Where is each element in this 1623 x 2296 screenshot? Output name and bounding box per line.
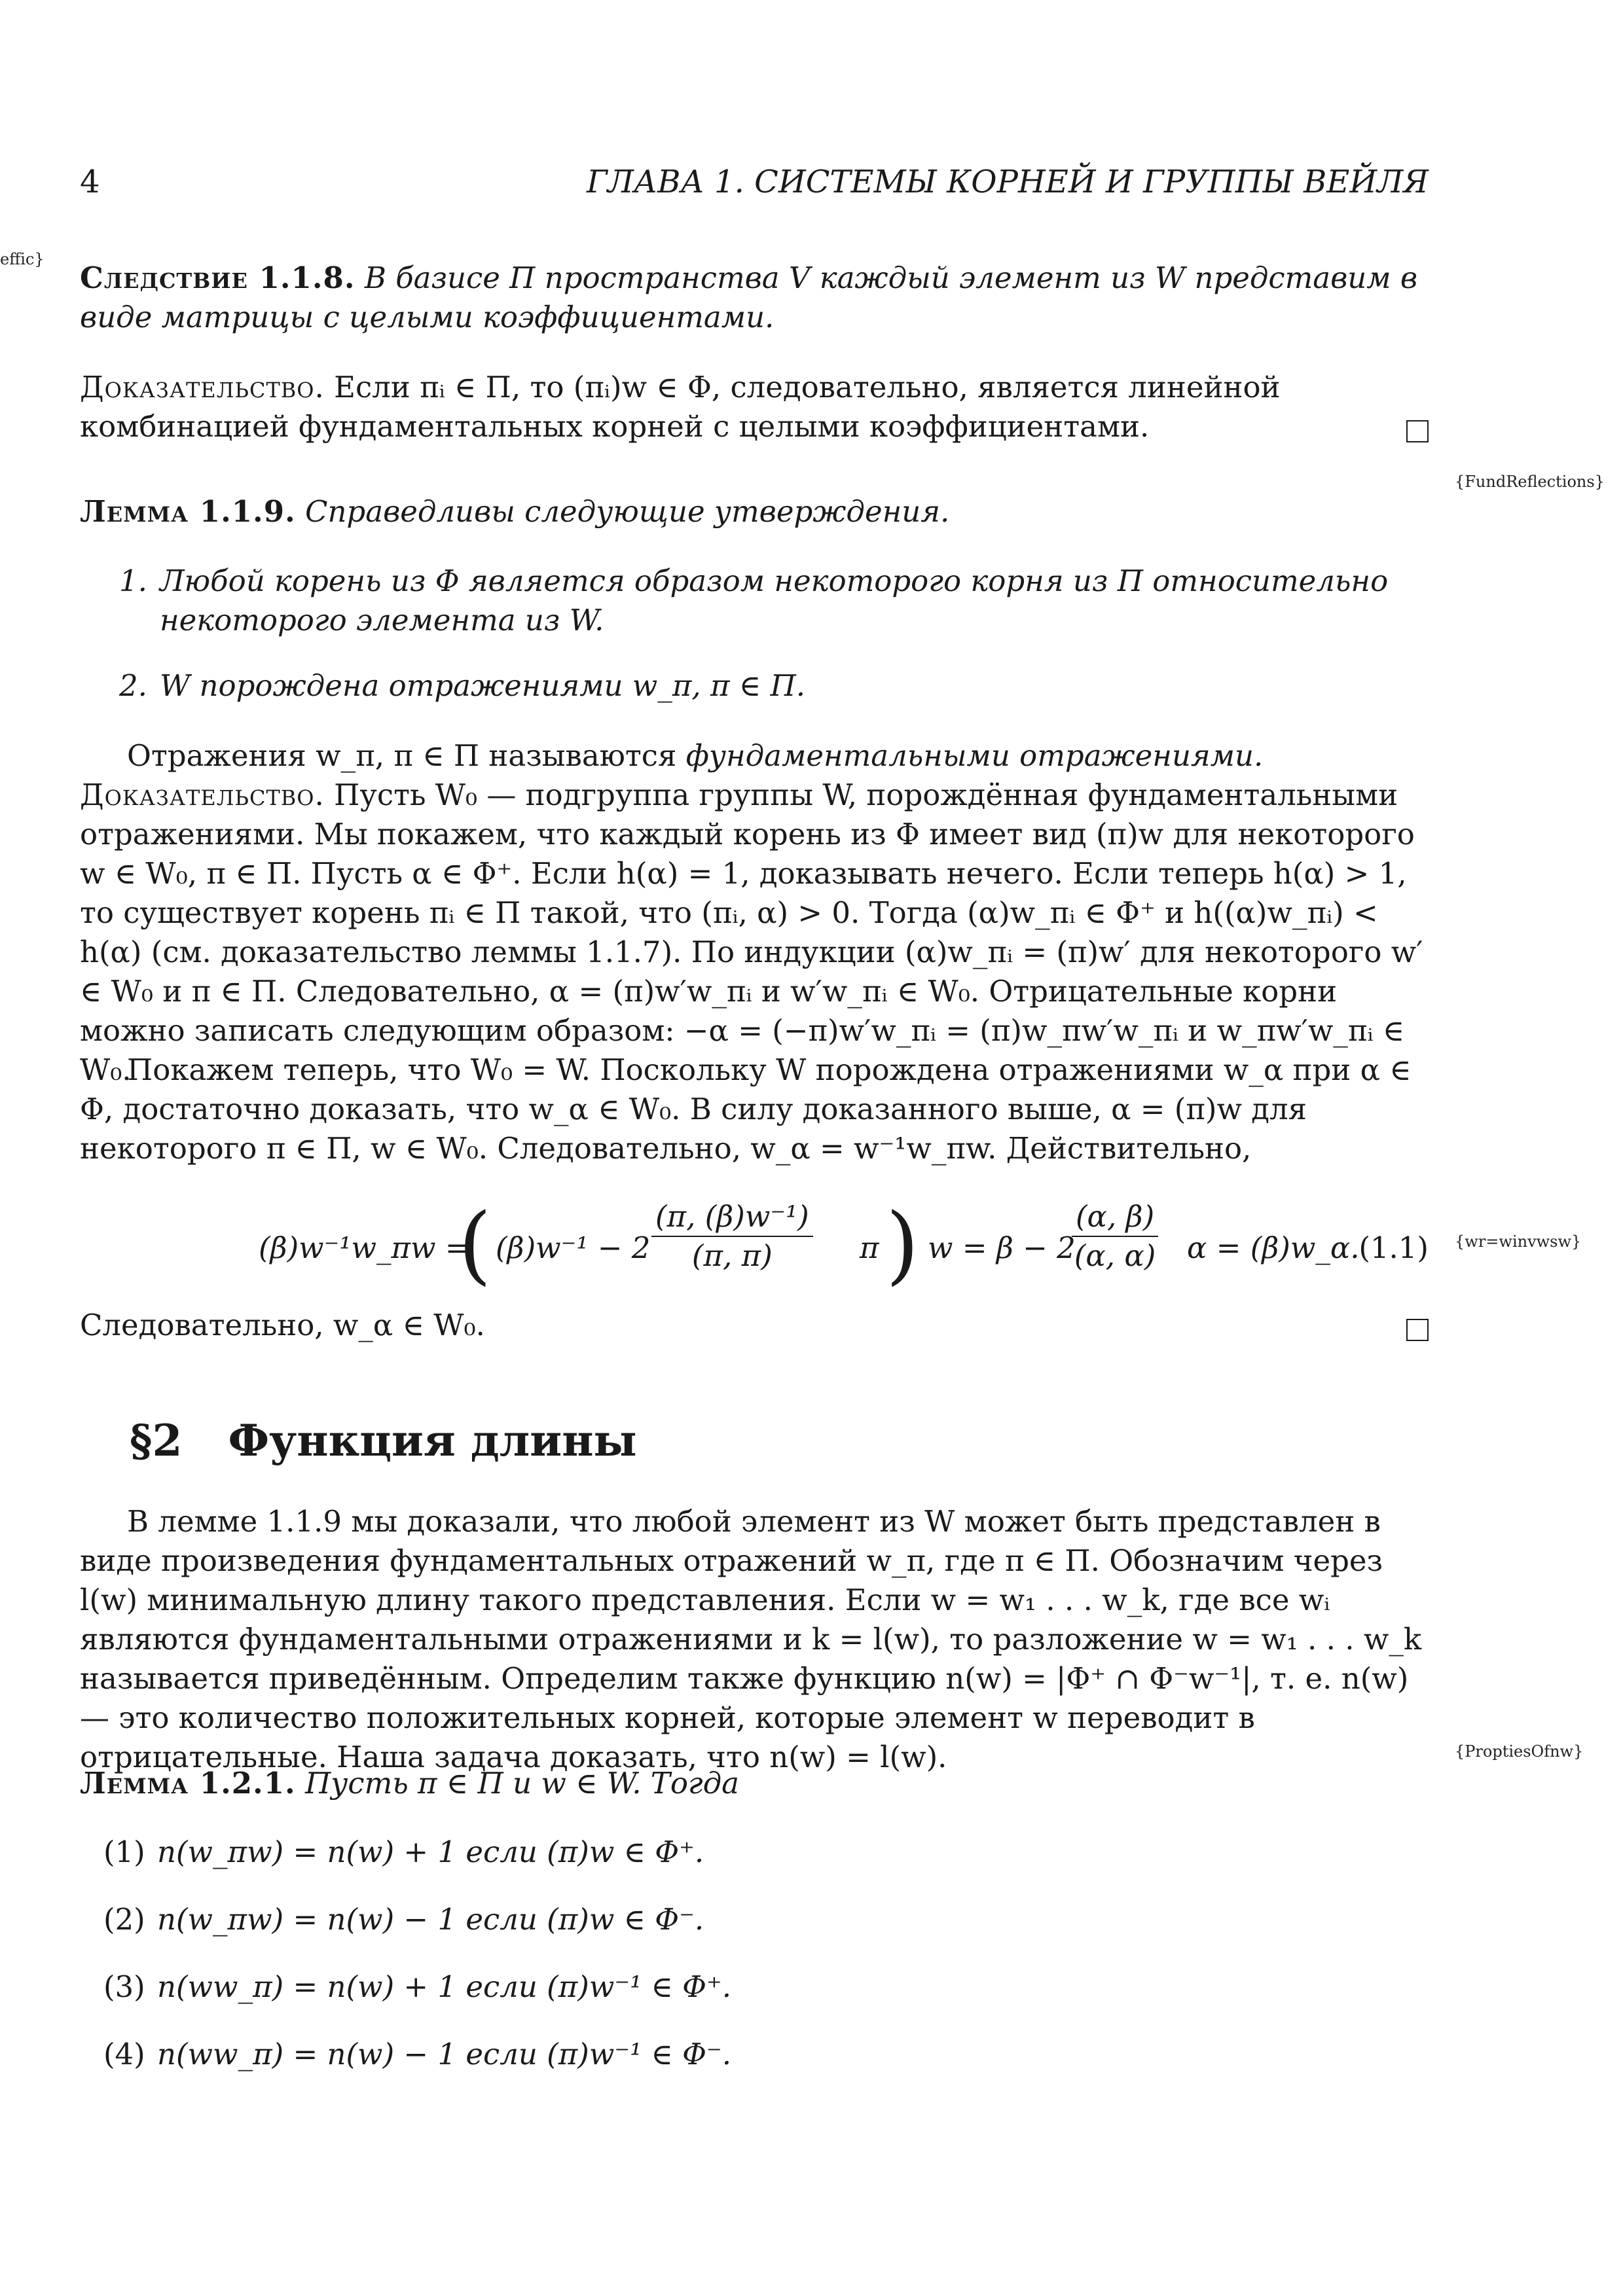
proof-text: Пусть W₀ — подгруппа группы W, порождённая фундаментальными отражениями. Мы покажем, что каждый корень из Φ имеет вид (π)w для некоторого w ∈ W₀, π ∈ Π. Пусть α ∈ Φ⁺. Если h(α) = 1, доказывать нечего. Если теперь h(α) > 1, то существует корень πᵢ ∈ Π такой, что (πᵢ, α) > 0. Тогда (α)w_πᵢ ∈ Φ⁺ и h((α)w_πᵢ) < h(α) (см. доказательство леммы 1.1.7). По индукции (α)w_πᵢ = (π)w′ для некоторого w′ ∈ W₀ и π ∈ Π. Следовательно, α = (π)w′w_πᵢ и w′w_πᵢ ∈ W₀. Отрицательные корни можно записать следующим образом: −α = (−π)w′w_πᵢ = (π)w_πw′w_πᵢ и w_πw′w_πᵢ ∈ W₀. <box>80 778 1423 1087</box>
eq-frac1-numerator: (π, (β)w⁻¹) <box>651 1198 813 1237</box>
eq-rhs: α = (β)w_α. <box>1187 1230 1360 1265</box>
eq-fraction-1 <box>651 1198 813 1275</box>
margin-label-fund-reflections: {FundReflections} <box>1455 473 1605 491</box>
eq-frac2-numerator: (α, β) <box>1072 1198 1158 1237</box>
item-marker: (4) <box>103 2037 145 2072</box>
remark-term: фундаментальными отражениями. <box>685 738 1264 773</box>
conclusion-text: Следовательно, w_α ∈ W₀. <box>80 1308 485 1342</box>
proof-text: Если πᵢ ∈ Π, то (πᵢ)w ∈ Φ, следовательно, является линейной комбинацией фундаментальных корней с целыми коэффициентами. <box>80 370 1281 444</box>
item-marker: 1. <box>119 564 147 598</box>
margin-label-equation: {wr=winvwsw} <box>1455 1232 1582 1251</box>
section-heading <box>130 1415 637 1466</box>
section-title: Функция длины <box>228 1415 637 1466</box>
corollary-label: Следствие 1.1.8. <box>80 260 356 295</box>
corollary-1-1-8 <box>80 259 1429 337</box>
remark-paragraph <box>80 736 1429 776</box>
running-header: ГЛАВА 1. СИСТЕМЫ КОРНЕЙ И ГРУППЫ ВЕЙЛЯ <box>586 164 1429 200</box>
proof-conclusion <box>80 1306 1429 1345</box>
lemma-intro: Справедливы следующие утверждения. <box>305 494 950 529</box>
equation-number: (1.1) <box>1359 1230 1429 1265</box>
margin-label-propties: {ProptiesOfnw} <box>1455 1742 1584 1761</box>
lemma-1-2-1 <box>80 1764 1429 1803</box>
page-number: 4 <box>80 164 100 200</box>
corollary-text: В базисе Π пространства V каждый элемент из W представим в виде матрицы с целыми коэффициентами. <box>80 260 1418 334</box>
section-paragraph: В лемме 1.1.9 мы доказали, что любой элемент из W может быть представлен в виде произведения фундаментальных отражений w_π, где π ∈ Π. Обозначим через l(w) минимальную длину такого представления. Если w = w₁ . . . w_k, где все wᵢ являются фундаментальными отражениями и k = l(w), то разложение w = w₁ . . . w_k называется приведённым. Определим также функцию n(w) = |Φ⁺ ∩ Φ⁻w⁻¹|, т. е. n(w) — это количество положительных корней, которые элемент w переводит в отрицательные. Наша задача доказать, что n(w) = l(w). <box>80 1504 1422 1774</box>
proof-label: Доказательство. <box>80 370 325 404</box>
eq-fraction-2 <box>1072 1198 1158 1275</box>
eq-lhs: (β)w⁻¹w_πw = <box>259 1230 470 1265</box>
remark-prefix: Отражения w_π, π ∈ Π называются <box>127 738 686 773</box>
lemma-intro: Пусть π ∈ Π и w ∈ W. Тогда <box>305 1766 739 1801</box>
qed-symbol <box>1406 420 1429 442</box>
item-marker: 2. <box>119 668 147 703</box>
item-text: W порождена отражениями w_π, π ∈ Π. <box>160 668 806 703</box>
qed-symbol <box>1406 1319 1429 1341</box>
eq-frac1-denominator: (π, π) <box>691 1238 773 1273</box>
margin-label-coeffic: effic} <box>0 250 45 268</box>
eq-close-paren: ) <box>886 1194 919 1294</box>
item-text: Любой корень из Φ является образом некоторого корня из Π относительно некоторого элемента из W. <box>160 564 1389 637</box>
lemma-label: Лемма 1.1.9. <box>80 494 296 529</box>
eq-middle: w = β − 2 <box>928 1230 1076 1265</box>
item-text: n(w_πw) = n(w) − 1 если (π)w ∈ Φ⁻. <box>157 1902 704 1937</box>
item-marker: (2) <box>103 1902 145 1937</box>
proof-lemma-1-1-9 <box>80 776 1429 1090</box>
item-marker: (1) <box>103 1835 145 1869</box>
proof-corollary <box>80 368 1429 446</box>
item-text: n(ww_π) = n(w) + 1 если (π)w⁻¹ ∈ Φ⁺. <box>157 1969 732 2004</box>
lemma-1-1-9 <box>80 492 1429 531</box>
equation-1-1 <box>259 1194 1429 1296</box>
eq-open-paren: ( <box>458 1194 492 1294</box>
section-number: §2 <box>130 1415 183 1466</box>
lemma-label: Лемма 1.2.1. <box>80 1766 296 1801</box>
eq-frac2-denominator: (α, α) <box>1074 1238 1156 1273</box>
item-marker: (3) <box>103 1969 145 2004</box>
eq-inner-left: (β)w⁻¹ − 2 <box>496 1230 651 1265</box>
item-text: n(w_πw) = n(w) + 1 если (π)w ∈ Φ⁺. <box>157 1835 704 1869</box>
eq-pi: π <box>860 1230 879 1265</box>
item-text: n(ww_π) = n(w) − 1 если (π)w⁻¹ ∈ Φ⁻. <box>157 2037 732 2072</box>
proof-paragraph-2: Покажем теперь, что W₀ = W. Поскольку W порождена отражениями w_α при α ∈ Φ, достаточно доказать, что w_α ∈ W₀. В силу доказанного выше, α = (π)w для некоторого π ∈ Π, w ∈ W₀. Следовательно, w_α = w⁻¹w_πw. Действительно, <box>80 1052 1412 1166</box>
proof-label: Доказательство. <box>80 778 325 812</box>
